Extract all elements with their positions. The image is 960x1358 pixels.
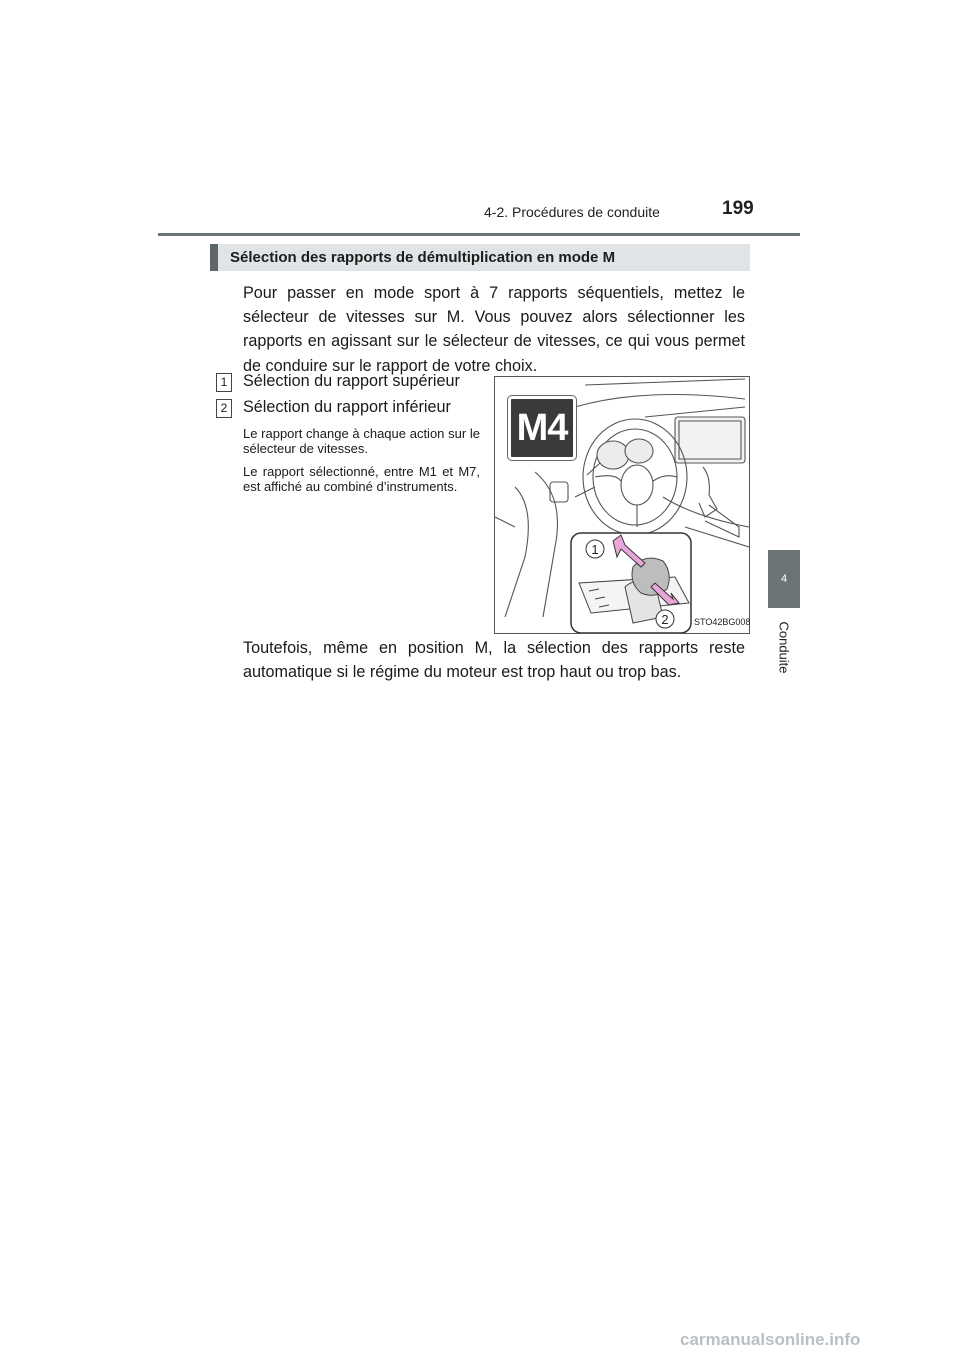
note-paragraph: Le rapport change à chaque action sur le sélecteur de vitesses. xyxy=(243,426,480,456)
page-number: 199 xyxy=(722,198,754,219)
gear-display-badge: M4 xyxy=(508,396,576,460)
step-text: Sélection du rapport inférieur xyxy=(243,398,451,416)
step-number-badge: 2 xyxy=(216,399,232,418)
section-heading xyxy=(210,244,750,271)
callout-down-label: 2 xyxy=(661,612,669,627)
closing-paragraph: Toutefois, même en position M, la sélection des rapports reste automatique si le régime du moteur est trop haut ou trop bas. xyxy=(243,639,745,682)
section-heading-text: Sélection des rapports de démultiplication en mode M xyxy=(230,249,616,266)
chapter-label: Conduite xyxy=(776,620,792,674)
intro-paragraph: Pour passer en mode sport à 7 rapports séquentiels, mettez le sélecteur de vitesses sur M. Vous pouvez alors sélectionner les rapports en agissant sur le sélecteur de vitesses, ce qui vous permet de conduire sur le rapport de votre choix. xyxy=(243,284,745,375)
chapter-tab[interactable] xyxy=(768,550,800,608)
note-paragraph: Le rapport sélectionné, entre M1 et M7, est affiché au combiné d’instruments. xyxy=(243,464,480,494)
header-rule xyxy=(158,233,800,236)
image-code: STO42BG008 xyxy=(694,617,751,627)
step-number-badge: 1 xyxy=(216,373,232,392)
step-text: Sélection du rapport supérieur xyxy=(243,372,460,390)
watermark: carmanualsonline.info xyxy=(680,1330,861,1349)
header-section-title: 4-2. Procédures de conduite xyxy=(484,204,660,220)
callout-up-label: 1 xyxy=(591,542,599,557)
chapter-number: 4 xyxy=(780,573,788,585)
